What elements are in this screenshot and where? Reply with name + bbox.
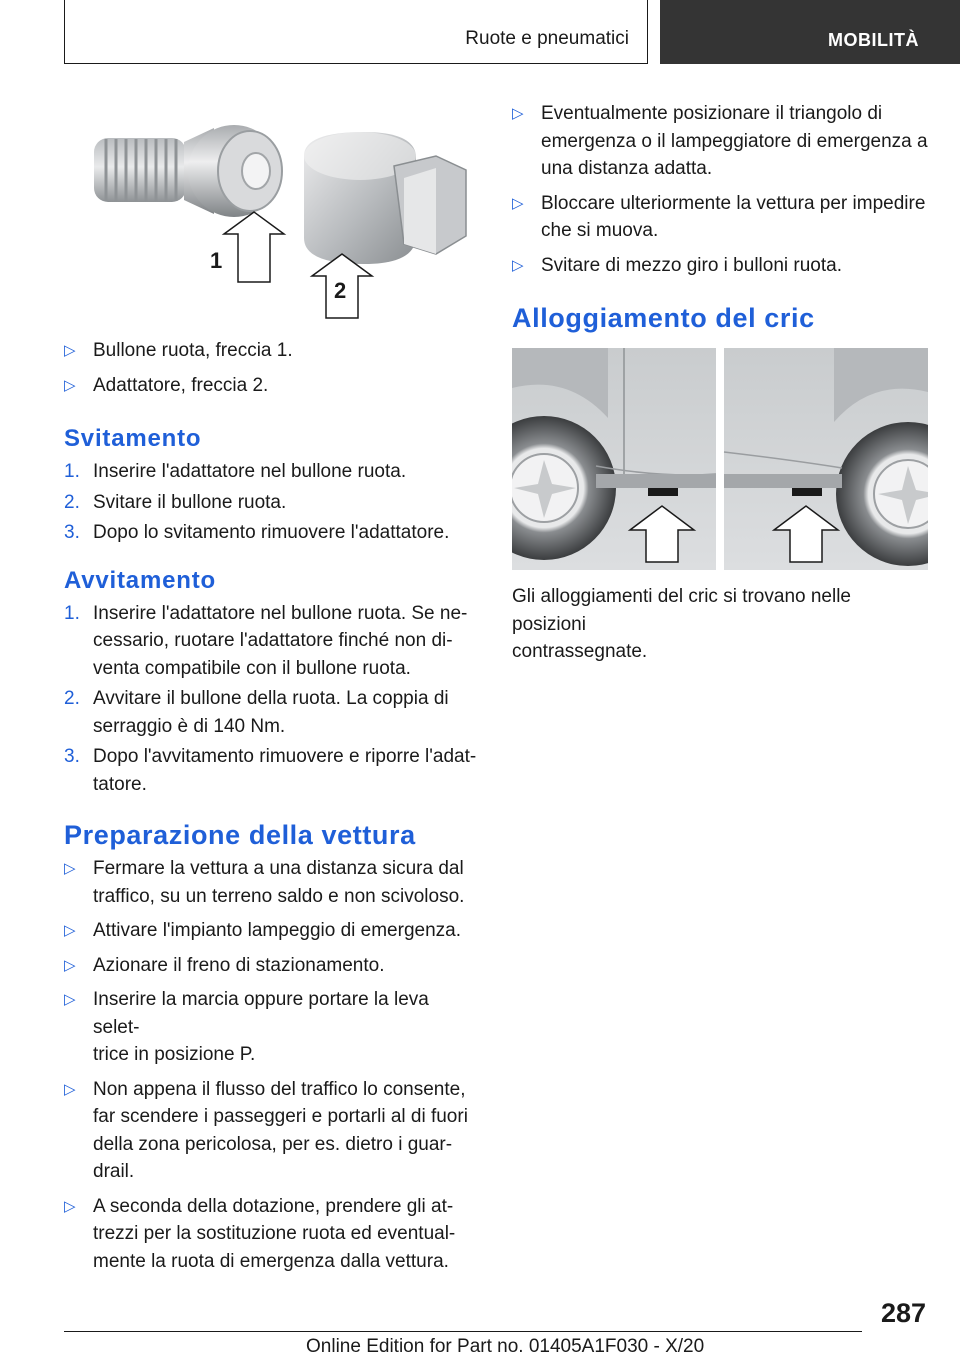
list-item: ▷ A seconda della dotazione, prendere gli at- trezzi per la sostituzione ruota ed eventual- mente la ruota di emergenza dalla vettura.	[64, 1193, 480, 1276]
triangle-marker-icon: ▷	[64, 991, 76, 1008]
triangle-marker-icon: ▷	[512, 256, 524, 274]
jack-points-figure	[512, 348, 928, 570]
triangle-marker-icon: ▷	[512, 194, 524, 212]
list-item: ▷ Eventualmente posizionare il triangolo di emergenza o il lampeggiatore di emergenza a una distanza adatta.	[512, 100, 928, 183]
list-item: ▷ Bullone ruota, freccia 1.	[64, 337, 480, 365]
heading-svitamento: Svitamento	[64, 425, 202, 452]
triangle-marker-icon: ▷	[64, 860, 76, 877]
list-item: 1. Inserire l'adattatore nel bullone ruota. Se ne- cessario, ruotare l'adattatore finché non di- venta compatibile con il bullone ruota.	[64, 602, 468, 679]
preparazione-list-continued	[512, 100, 928, 279]
triangle-marker-icon: ▷	[64, 1197, 76, 1215]
right-column	[512, 100, 928, 666]
jack-points-caption: Gli alloggiamenti del cric si trovano nelle posizioni contrassegnate.	[512, 586, 851, 662]
header-chapter-tab	[660, 0, 960, 64]
list-item: 2. Avvitare il bullone della ruota. La coppia di serraggio è di 140 Nm.	[64, 688, 449, 737]
page-number: 287	[880, 1298, 926, 1328]
list-item: ▷ Bloccare ulteriormente la vettura per impedire che si muova.	[512, 190, 928, 245]
header-section-title: Ruote e pneumatici	[465, 28, 629, 49]
header-chapter-title: MOBILITÀ	[828, 30, 919, 50]
figure-label-1: 1	[210, 248, 223, 273]
bolt-adapter-list	[64, 337, 480, 399]
figure-label-2: 2	[334, 278, 347, 303]
list-item: 1. Inserire l'adattatore nel bullone ruota.	[64, 461, 407, 482]
list-item: ▷ Attivare l'impianto lampeggio di emergenza.	[64, 917, 480, 945]
header-section-tab	[64, 0, 648, 64]
svitamento-steps	[64, 458, 480, 547]
heading-avvitamento: Avvitamento	[64, 566, 216, 594]
triangle-marker-icon: ▷	[64, 956, 76, 974]
list-item: 3. Dopo l'avvitamento rimuovere e riporre l'adat- tatore.	[64, 746, 477, 795]
list-item: ▷ Adattatore, freccia 2.	[64, 372, 480, 400]
heading-alloggiamento: Alloggiamento del cric	[512, 303, 815, 333]
list-item: 3. Dopo lo svitamento rimuovere l'adattatore.	[64, 522, 450, 543]
list-item: 2. Svitare il bullone ruota.	[64, 491, 287, 513]
triangle-marker-icon: ▷	[64, 1080, 76, 1098]
edition-footer: Online Edition for Part no. 01405A1F030 - X/20	[306, 1336, 705, 1357]
list-item: ▷ Azionare il freno di stazionamento.	[64, 952, 480, 980]
heading-preparazione: Preparazione della vettura	[64, 820, 416, 850]
list-item: ▷ Fermare la vettura a una distanza sicura dal traffico, su un terreno saldo e non scivoloso.	[64, 855, 480, 910]
triangle-marker-icon: ▷	[64, 376, 76, 394]
footer-divider	[64, 1331, 862, 1332]
triangle-marker-icon: ▷	[64, 922, 76, 939]
list-item: ▷ Non appena il flusso del traffico lo consente, far scendere i passeggeri e portarli al di fuori della zona pericolosa, per es. dietro i guar- drail.	[64, 1076, 480, 1186]
triangle-marker-icon: ▷	[64, 342, 76, 359]
list-item: ▷ Inserire la marcia oppure portare la leva selet- trice in posizione P.	[64, 986, 480, 1069]
preparazione-list	[64, 855, 480, 1275]
wheel-bolt-adapter-figure	[64, 108, 480, 320]
list-item: ▷ Svitare di mezzo giro i bulloni ruota.	[512, 252, 928, 280]
avvitamento-steps	[64, 600, 480, 799]
left-column	[64, 108, 480, 1275]
triangle-marker-icon: ▷	[512, 105, 524, 122]
